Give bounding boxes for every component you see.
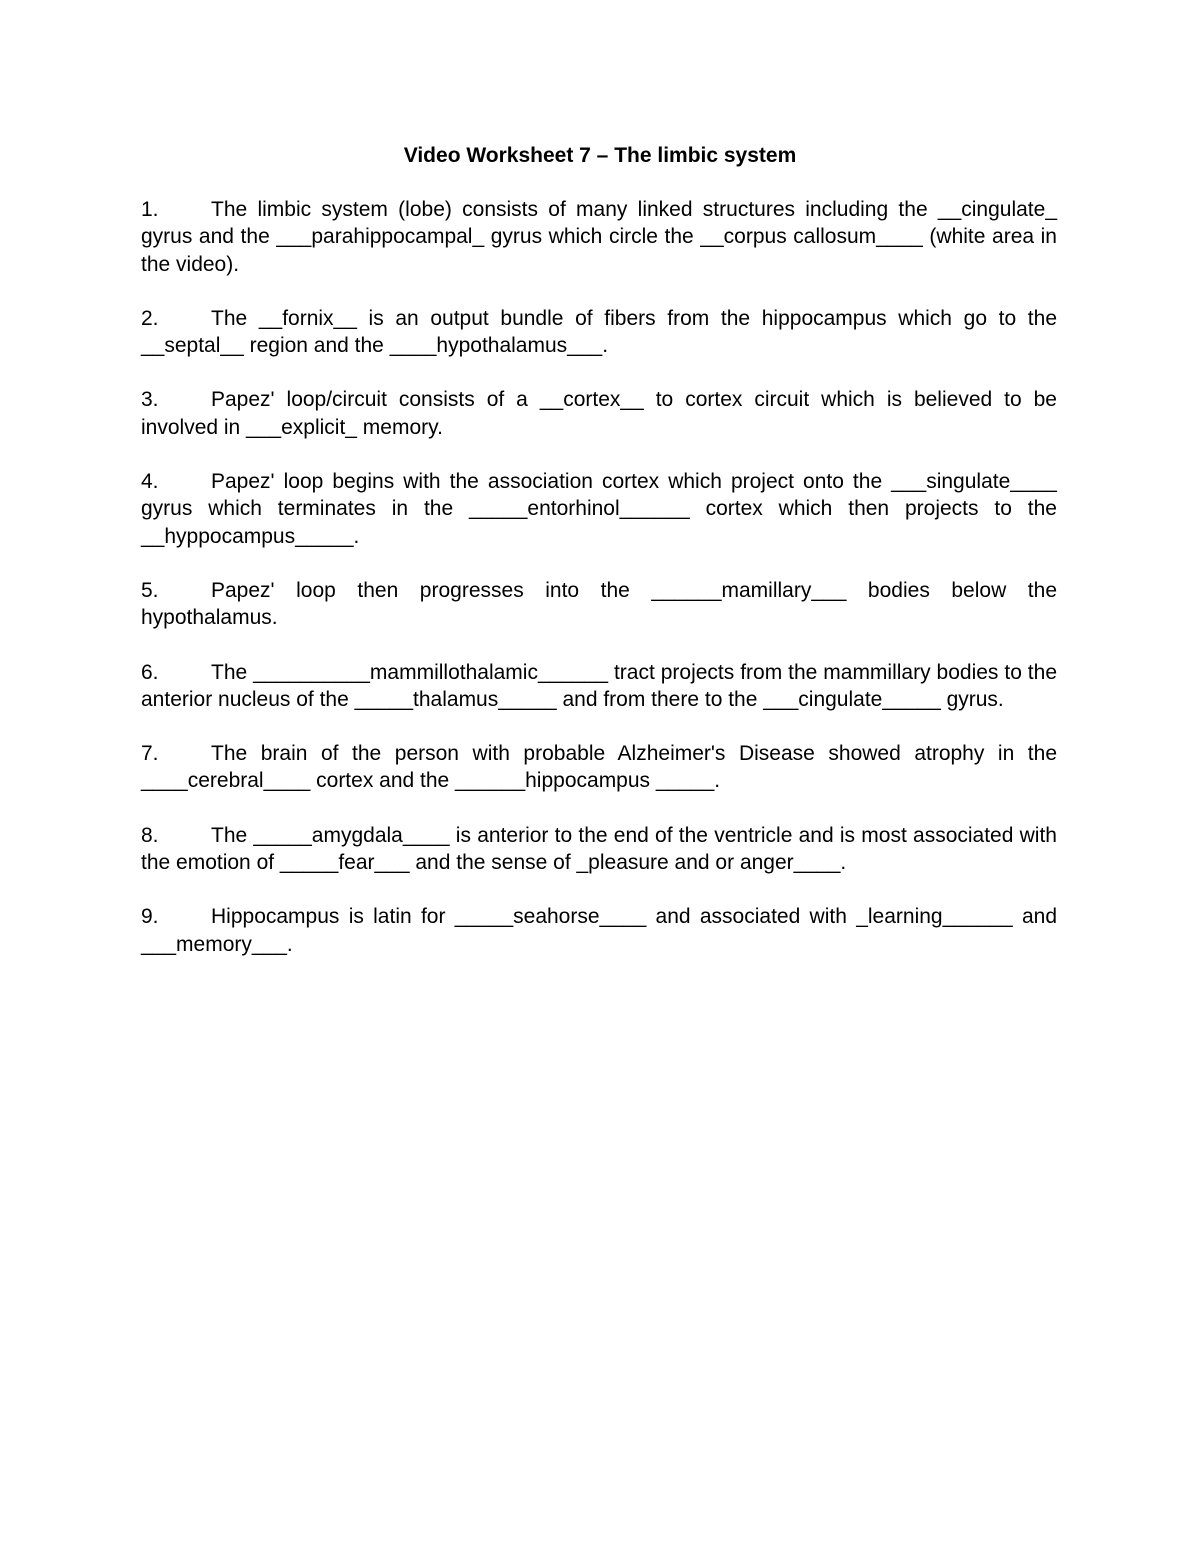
question-item xyxy=(141,577,1057,632)
question-item xyxy=(141,659,1057,714)
question-number: 7. xyxy=(141,742,159,766)
question-number: 5. xyxy=(141,578,159,602)
question-number: 6. xyxy=(141,660,159,684)
question-text: The limbic system (lobe) consists of many linked structures including the __cingulate_ gyrus and the ___parahippocampal_ gyrus which circle the __corpus callosum____ (white area in the video). xyxy=(141,198,1057,276)
question-text: The __________mammillothalamic______ tract projects from the mammillary bodies to the anterior nucleus of the _____thalamus_____ and from there to the ___cingulate_____ gyrus. xyxy=(141,660,1057,711)
question-item xyxy=(141,196,1057,278)
question-list xyxy=(141,196,1057,985)
question-item xyxy=(141,305,1057,360)
question-item xyxy=(141,468,1057,550)
question-item xyxy=(141,740,1057,795)
question-text: The brain of the person with probable Alzheimer's Disease showed atrophy in the ____cerebral____ cortex and the ______hippocampus _____. xyxy=(141,742,1057,793)
question-number: 8. xyxy=(141,823,159,847)
question-number: 9. xyxy=(141,905,159,929)
question-number: 1. xyxy=(141,198,159,221)
question-item xyxy=(141,822,1057,877)
question-text: The _____amygdala____ is anterior to the end of the ventricle and is most associated with the emotion of _____fear___ and the sense of _pleasure and or anger____. xyxy=(141,823,1057,875)
question-text: Hippocampus is latin for _____seahorse____ and associated with _learning______ and ___memory___. xyxy=(141,905,1057,956)
question-item xyxy=(141,386,1057,441)
question-number: 3. xyxy=(141,388,159,412)
question-text: Papez' loop then progresses into the ______mamillary___ bodies below the hypothalamus. xyxy=(141,578,1057,630)
question-number: 2. xyxy=(141,306,159,330)
question-text: Papez' loop/circuit consists of a __cortex__ to cortex circuit which is believed to be involved in ___explicit_ memory. xyxy=(141,388,1057,439)
question-text: Papez' loop begins with the association cortex which project onto the ___singulate____ gyrus which terminates in the _____entorhinol______ cortex which then projects to the __hyppocampus_____. xyxy=(141,470,1057,548)
page-title: Video Worksheet 7 – The limbic system xyxy=(403,144,797,167)
question-text: The __fornix__ is an output bundle of fibers from the hippocampus which go to the __septal__ region and the ____hypothalamus___. xyxy=(141,306,1057,358)
question-item xyxy=(141,903,1057,958)
question-number: 4. xyxy=(141,470,159,494)
